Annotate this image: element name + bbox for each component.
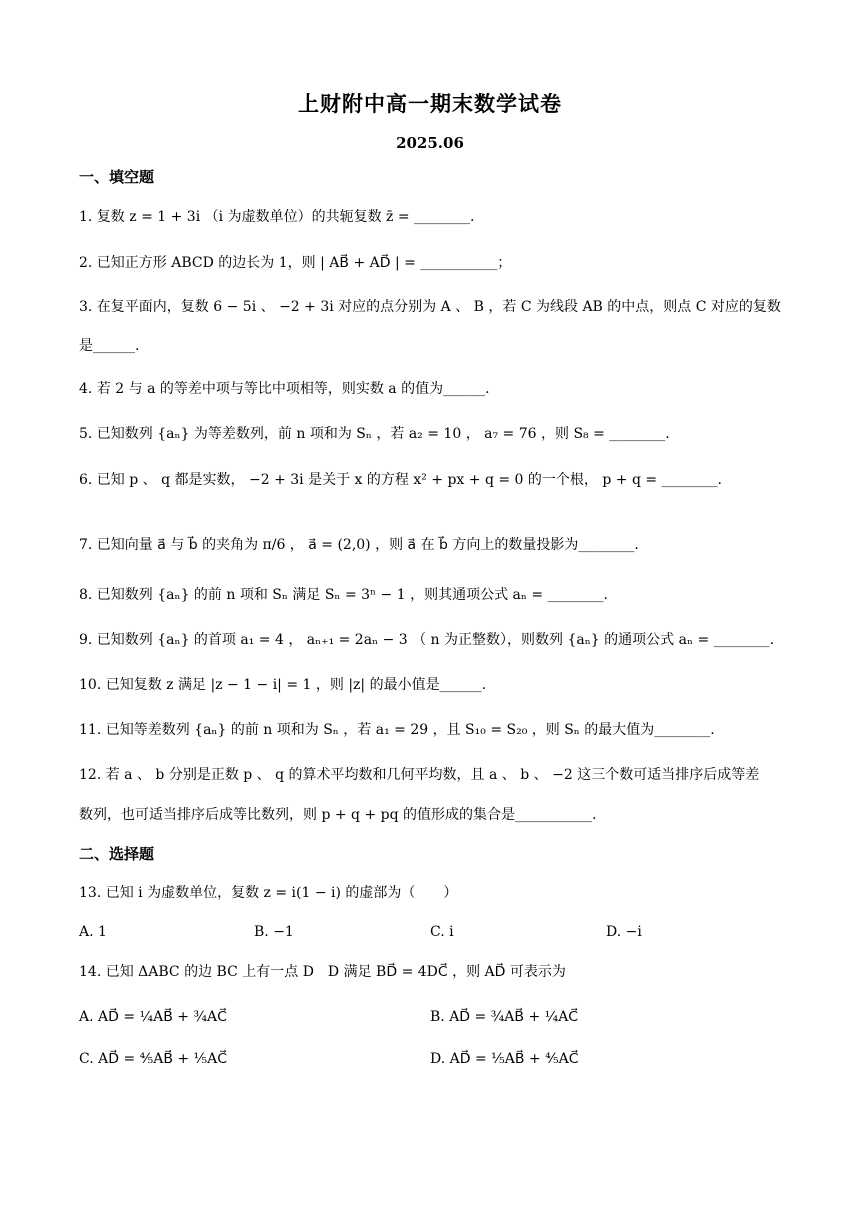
exam-date: 2025.06 xyxy=(396,134,464,152)
question-2: 2. 已知正方形 ABCD 的边长为 1，则 | AB⃗ + AD⃗ | = ___________； xyxy=(79,255,512,271)
question-1: 1. 复数 z = 1 + 3i （i 为虚数单位）的共轭复数 z̄ = ________. xyxy=(79,209,475,225)
question-3-line-1: 3. 在复平面内，复数 6 − 5i 、 −2 + 3i 对应的点分别为 A 、 B ，若 C 为线段 AB 的中点，则点 C 对应的复数 xyxy=(79,299,781,315)
question-14-option-d: D. AD⃗ = ⅕AB⃗ + ⅘AC⃗ xyxy=(430,1051,579,1067)
question-10: 10. 已知复数 z 满足 |z − 1 − i| = 1 ，则 |z| 的最小值是______. xyxy=(79,677,487,693)
question-9: 9. 已知数列 {aₙ} 的首项 a₁ = 4 ， aₙ₊₁ = 2aₙ − 3 （ n 为正整数），则数列 {aₙ} 的通项公式 aₙ = ________. xyxy=(79,632,775,648)
question-8: 8. 已知数列 {aₙ} 的前 n 项和 Sₙ 满足 Sₙ = 3ⁿ − 1 ，则其通项公式 aₙ = ________. xyxy=(79,587,609,603)
question-7: 7. 已知向量 a⃗ 与 b⃗ 的夹角为 π/6 ， a⃗ = (2,0) ，则 a⃗ 在 b⃗ 方向上的数量投影为________. xyxy=(79,537,639,553)
question-13-option-b: B. −1 xyxy=(254,924,294,940)
question-14-option-c: C. AD⃗ = ⅘AB⃗ + ⅕AC⃗ xyxy=(79,1051,228,1067)
section-heading-choice: 二、选择题 xyxy=(79,845,155,863)
question-11: 11. 已知等差数列 {aₙ} 的前 n 项和为 Sₙ ，若 a₁ = 29 ，且 S₁₀ = S₂₀ ，则 Sₙ 的最大值为________. xyxy=(79,722,715,738)
question-13-option-a: A. 1 xyxy=(79,924,107,940)
section-heading-fill-in: 一、填空题 xyxy=(79,168,155,186)
question-14-option-b: B. AD⃗ = ¾AB⃗ + ¼AC⃗ xyxy=(430,1009,579,1025)
question-12-line-1: 12. 若 a 、 b 分别是正数 p 、 q 的算术平均数和几何平均数，且 a 、 b 、 −2 这三个数可适当排序后成等差 xyxy=(79,767,760,783)
question-3-line-2: 是______. xyxy=(79,338,140,354)
page-title: 上财附中高一期末数学试卷 xyxy=(298,91,562,116)
question-6: 6. 已知 p 、 q 都是实数， −2 + 3i 是关于 x 的方程 x² + px + q = 0 的一个根， p + q = ________. xyxy=(79,472,722,488)
question-4: 4. 若 2 与 a 的等差中项与等比中项相等，则实数 a 的值为______. xyxy=(79,381,490,397)
question-5: 5. 已知数列 {aₙ} 为等差数列，前 n 项和为 Sₙ ，若 a₂ = 10 ， a₇ = 76 ，则 S₈ = ________. xyxy=(79,426,670,442)
question-14: 14. 已知 ΔABC 的边 BC 上有一点 D D 满足 BD⃗ = 4DC⃗ ，则 AD⃗ 可表示为 xyxy=(79,964,566,980)
question-13: 13. 已知 i 为虚数单位，复数 z = i(1 − i) 的虚部为（ ） xyxy=(79,885,458,901)
question-12-line-2: 数列，也可适当排序后成等比数列，则 p + q + pq 的值形成的集合是___________. xyxy=(79,807,597,823)
question-13-option-c: C. i xyxy=(430,924,454,940)
question-13-option-d: D. −i xyxy=(606,924,642,940)
question-14-option-a: A. AD⃗ = ¼AB⃗ + ¾AC⃗ xyxy=(79,1009,227,1025)
